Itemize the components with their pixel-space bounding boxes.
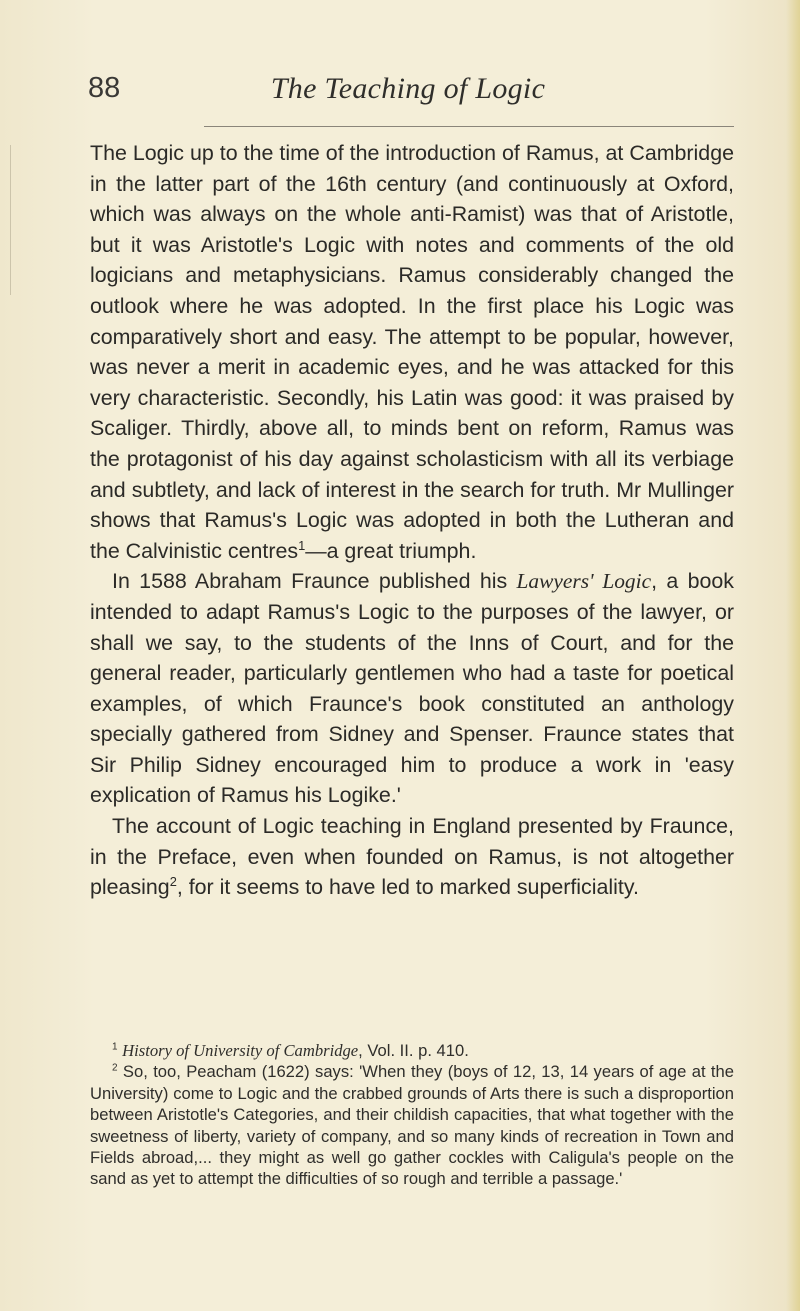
paragraph-1-text: The Logic up to the time of the introduction of Ramus, at Cambridge in the latter part of the 16th century (and continuously at Oxford, which was always on the whole anti-Ramist) was that of Aristotle, but it was Aristotle's Logic with notes and comments of the old logicians and metaphysicians. Ramus considerably changed the outlook where he was adopted. In the first place his Logic was comparatively short and easy. The attempt to be popular, however, was never a merit in academic eyes, and he was attacked for this very characteristic. Secondly, his Latin was good: it was praised by Scaliger. Thirdly, above all, to minds bent on reform, Ramus was the protagonist of his day against scholasticism with all its verbiage and subtlety, and lack of interest in the search for truth. Mr Mullinger shows that Ramus's Logic was adopted in both the Lutheran and the Calvinistic centres [90, 141, 734, 563]
running-title: The Teaching of Logic [270, 72, 546, 105]
paragraph-1-end: —a great triumph. [305, 538, 477, 563]
body-text [90, 138, 734, 903]
paragraph-2-text: , a book intended to adapt Ramus's Logic to the purposes of the lawyer, or shall we say, to the students of the Inns of Court, and for the general reader, particularly gentlemen who had a taste for poetical examples, of which Fraunce's book constituted an anthology specially gathered from Sidney and Spenser. Fraunce states that Sir Philip Sidney encouraged him to produce a work in 'easy explication of Ramus his Logike.' [90, 569, 734, 808]
footnote-1-citation: , Vol. II. p. 410. [358, 1041, 469, 1060]
footnote-1-mark: 1 [112, 1041, 118, 1053]
page-number: 88 [88, 72, 121, 104]
footnotes [90, 1040, 734, 1190]
page-header [88, 72, 728, 116]
footnote-ref-2: 2 [169, 874, 177, 890]
footnote-1 [90, 1040, 734, 1061]
paragraph-3-text: The account of Logic teaching in England presented by Fraunce, in the Preface, even when founded on Ramus, is not altogether pleasing [90, 814, 734, 900]
paragraph-1 [90, 138, 734, 566]
book-title-lawyers-logic: Lawyers' Logic [516, 569, 652, 594]
paragraph-3 [90, 811, 734, 903]
footnote-2-mark: 2 [112, 1062, 118, 1074]
paragraph-2 [90, 566, 734, 811]
margin-bracket-mark [0, 145, 11, 295]
footnote-2-text: So, too, Peacham (1622) says: 'When they (boys of 12, 13, 14 years of age at the University) come to Logic and the crabbed grounds of Arts there is such a disproportion between Aristotle's Categories, and their childish capacities, that what together with the sweetness of liberty, variety of company, and so many kinds of recreation in Town and Fields abroad,... they might as well go gather cockles with Caligula's people on the sand as yet to attempt the difficulties of so rough and terrible a passage.' [90, 1062, 734, 1189]
footnote-2 [90, 1061, 734, 1189]
paragraph-3-end: , for it seems to have led to marked superficiality. [176, 875, 639, 900]
page-edge-shading [786, 0, 800, 1311]
footnote-1-title: History of University of Cambridge [122, 1041, 359, 1060]
paragraph-2-start: In 1588 Abraham Fraunce published his [112, 569, 517, 594]
header-rule [204, 126, 734, 127]
footnote-ref-1: 1 [298, 537, 306, 553]
